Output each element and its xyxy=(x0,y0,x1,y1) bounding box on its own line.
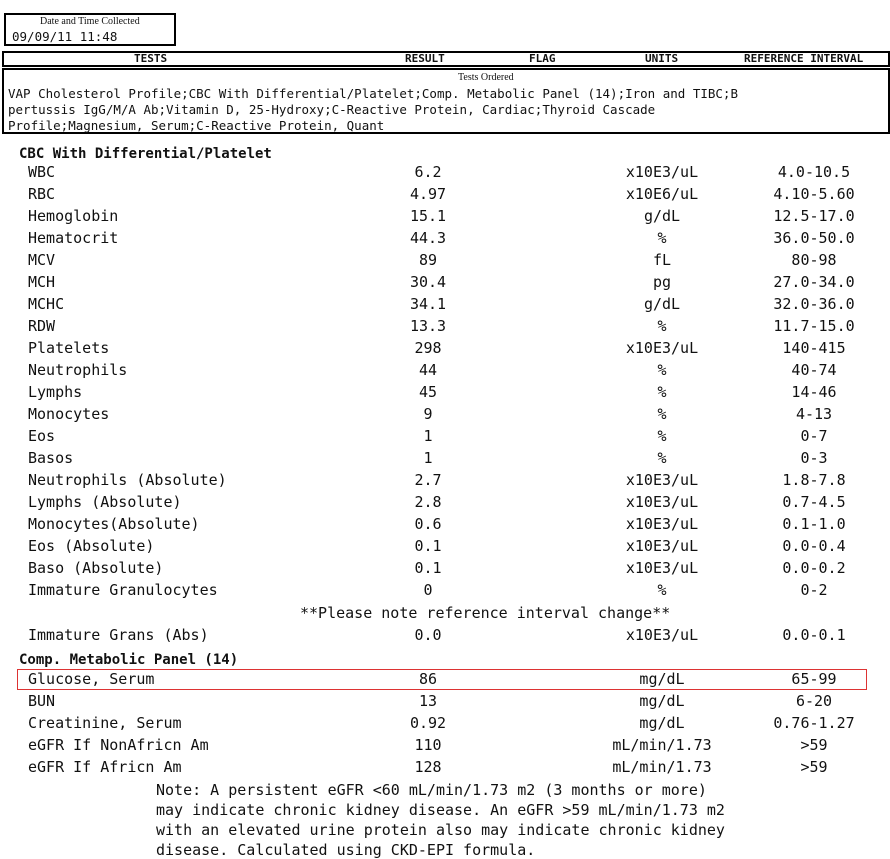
test-reference: 0.7-4.5 xyxy=(782,493,846,511)
test-name: Immature Granulocytes xyxy=(28,581,218,599)
test-name: WBC xyxy=(28,163,56,181)
header-flag: FLAG xyxy=(529,52,556,65)
header-units: UNITS xyxy=(645,52,679,65)
tests-ordered-line: VAP Cholesterol Profile;CBC With Differential/Platelet;Comp. Metabolic Panel (14);Iron and TIBC;B xyxy=(8,86,738,101)
test-reference: 6-20 xyxy=(795,692,833,710)
test-result: 44.3 xyxy=(409,229,447,247)
test-result: 2.7 xyxy=(414,471,442,489)
test-result: 2.8 xyxy=(414,493,442,511)
test-unit: pg xyxy=(652,273,672,291)
result-row xyxy=(0,229,890,251)
test-unit: % xyxy=(657,449,667,467)
test-unit: x10E3/uL xyxy=(625,339,699,357)
test-unit: x10E3/uL xyxy=(625,626,699,644)
test-reference: 0.76-1.27 xyxy=(773,714,855,732)
result-row xyxy=(0,670,890,692)
test-result: 86 xyxy=(418,670,438,688)
test-name: Basos xyxy=(28,449,74,467)
test-name: Lymphs xyxy=(28,383,83,401)
test-unit: % xyxy=(657,405,667,423)
result-row xyxy=(0,471,890,493)
reference-interval-note: **Please note reference interval change** xyxy=(300,604,671,622)
test-result: 0.92 xyxy=(409,714,447,732)
test-name: MCHC xyxy=(28,295,65,313)
collected-label: Date and Time Collected xyxy=(40,16,140,27)
test-unit: g/dL xyxy=(643,207,681,225)
test-result: 15.1 xyxy=(409,207,447,225)
test-reference: 0-2 xyxy=(800,581,828,599)
test-unit: % xyxy=(657,383,667,401)
test-unit: mg/dL xyxy=(639,670,685,688)
collected-value: 09/09/11 11:48 xyxy=(12,29,118,44)
test-reference: 0-7 xyxy=(800,427,828,445)
test-reference: 4-13 xyxy=(795,405,833,423)
result-row xyxy=(0,163,890,185)
test-reference: 0.0-0.2 xyxy=(782,559,846,577)
test-reference: 12.5-17.0 xyxy=(773,207,855,225)
test-name: Hematocrit xyxy=(28,229,119,247)
result-row xyxy=(0,581,890,603)
test-result: 0.1 xyxy=(414,537,442,555)
test-unit: fL xyxy=(652,251,672,269)
test-result: 4.97 xyxy=(409,185,447,203)
test-name: Eos xyxy=(28,427,56,445)
test-result: 34.1 xyxy=(409,295,447,313)
result-row xyxy=(0,185,890,207)
header-tests: TESTS xyxy=(134,52,168,65)
test-result: 110 xyxy=(414,736,442,754)
test-name: RDW xyxy=(28,317,56,335)
test-result: 45 xyxy=(418,383,438,401)
test-result: 128 xyxy=(414,758,442,776)
test-reference: 80-98 xyxy=(791,251,837,269)
test-reference: 40-74 xyxy=(791,361,837,379)
test-reference: 32.0-36.0 xyxy=(773,295,855,313)
test-unit: x10E6/uL xyxy=(625,185,699,203)
test-result: 30.4 xyxy=(409,273,447,291)
test-result: 1 xyxy=(423,427,433,445)
tests-ordered-line: Profile;Magnesium, Serum;C-Reactive Protein, Quant xyxy=(8,118,385,133)
test-unit: mL/min/1.73 xyxy=(612,736,712,754)
result-row xyxy=(0,273,890,295)
egfr-note-line: Note: A persistent eGFR <60 mL/min/1.73 m2 (3 months or more) xyxy=(156,781,707,799)
result-row xyxy=(0,626,890,648)
section-title-cmp: Comp. Metabolic Panel (14) xyxy=(19,652,239,668)
test-result: 298 xyxy=(414,339,442,357)
result-row xyxy=(0,758,890,780)
test-result: 0.0 xyxy=(414,626,442,644)
test-name: eGFR If NonAfricn Am xyxy=(28,736,209,754)
test-unit: mL/min/1.73 xyxy=(612,758,712,776)
test-name: Baso (Absolute) xyxy=(28,559,164,577)
test-result: 44 xyxy=(418,361,438,379)
test-reference: 0.0-0.1 xyxy=(782,626,846,644)
test-unit: % xyxy=(657,361,667,379)
test-unit: x10E3/uL xyxy=(625,493,699,511)
result-row xyxy=(0,207,890,229)
test-result: 0.1 xyxy=(414,559,442,577)
test-unit: x10E3/uL xyxy=(625,163,699,181)
test-reference: 27.0-34.0 xyxy=(773,273,855,291)
tests-ordered-line: pertussis IgG/M/A Ab;Vitamin D, 25-Hydroxy;C-Reactive Protein, Cardiac;Thyroid Cascade xyxy=(8,102,656,117)
test-result: 89 xyxy=(418,251,438,269)
test-reference: 14-46 xyxy=(791,383,837,401)
result-row xyxy=(0,427,890,449)
result-row xyxy=(0,515,890,537)
test-unit: % xyxy=(657,581,667,599)
test-result: 1 xyxy=(423,449,433,467)
result-row xyxy=(0,449,890,471)
test-unit: x10E3/uL xyxy=(625,559,699,577)
test-unit: mg/dL xyxy=(639,692,685,710)
result-row xyxy=(0,493,890,515)
test-result: 13.3 xyxy=(409,317,447,335)
result-row xyxy=(0,383,890,405)
test-reference: 65-99 xyxy=(791,670,837,688)
test-reference: 1.8-7.8 xyxy=(782,471,846,489)
test-name: Neutrophils (Absolute) xyxy=(28,471,227,489)
test-reference: 36.0-50.0 xyxy=(773,229,855,247)
result-row xyxy=(0,559,890,581)
result-row xyxy=(0,251,890,273)
header-reference: REFERENCE INTERVAL xyxy=(744,52,864,65)
test-name: Monocytes(Absolute) xyxy=(28,515,200,533)
egfr-note-line: may indicate chronic kidney disease. An eGFR >59 mL/min/1.73 m2 xyxy=(156,801,725,819)
test-name: Creatinine, Serum xyxy=(28,714,182,732)
test-name: Platelets xyxy=(28,339,110,357)
test-name: Neutrophils xyxy=(28,361,128,379)
test-name: Glucose, Serum xyxy=(28,670,155,688)
test-name: Eos (Absolute) xyxy=(28,537,155,555)
test-unit: % xyxy=(657,317,667,335)
test-result: 0 xyxy=(423,581,433,599)
test-reference: 140-415 xyxy=(782,339,846,357)
test-unit: % xyxy=(657,229,667,247)
tests-ordered-label: Tests Ordered xyxy=(458,72,514,83)
test-unit: g/dL xyxy=(643,295,681,313)
result-row xyxy=(0,317,890,339)
result-row xyxy=(0,361,890,383)
test-reference: >59 xyxy=(800,736,828,754)
test-name: RBC xyxy=(28,185,56,203)
test-name: Lymphs (Absolute) xyxy=(28,493,182,511)
test-result: 13 xyxy=(418,692,438,710)
test-reference: >59 xyxy=(800,758,828,776)
result-row xyxy=(0,339,890,361)
result-row xyxy=(0,537,890,559)
test-result: 0.6 xyxy=(414,515,442,533)
test-reference: 0-3 xyxy=(800,449,828,467)
test-unit: x10E3/uL xyxy=(625,515,699,533)
test-reference: 0.0-0.4 xyxy=(782,537,846,555)
egfr-note-line: disease. Calculated using CKD-EPI formula. xyxy=(156,841,536,859)
result-row xyxy=(0,692,890,714)
result-row xyxy=(0,295,890,317)
test-reference: 4.0-10.5 xyxy=(777,163,851,181)
test-reference: 4.10-5.60 xyxy=(773,185,855,203)
test-name: Hemoglobin xyxy=(28,207,119,225)
test-reference: 0.1-1.0 xyxy=(782,515,846,533)
section-title-cbc: CBC With Differential/Platelet xyxy=(19,146,272,162)
test-result: 6.2 xyxy=(414,163,442,181)
test-name: MCV xyxy=(28,251,56,269)
test-name: Immature Grans (Abs) xyxy=(28,626,209,644)
result-row xyxy=(0,405,890,427)
test-unit: % xyxy=(657,427,667,445)
header-result: RESULT xyxy=(405,52,445,65)
test-name: BUN xyxy=(28,692,56,710)
test-name: Monocytes xyxy=(28,405,110,423)
egfr-note-line: with an elevated urine protein also may indicate chronic kidney xyxy=(156,821,725,839)
test-unit: x10E3/uL xyxy=(625,537,699,555)
result-row xyxy=(0,714,890,736)
result-row xyxy=(0,736,890,758)
test-unit: mg/dL xyxy=(639,714,685,732)
test-name: eGFR If Africn Am xyxy=(28,758,182,776)
test-result: 9 xyxy=(423,405,433,423)
test-reference: 11.7-15.0 xyxy=(773,317,855,335)
test-unit: x10E3/uL xyxy=(625,471,699,489)
test-name: MCH xyxy=(28,273,56,291)
